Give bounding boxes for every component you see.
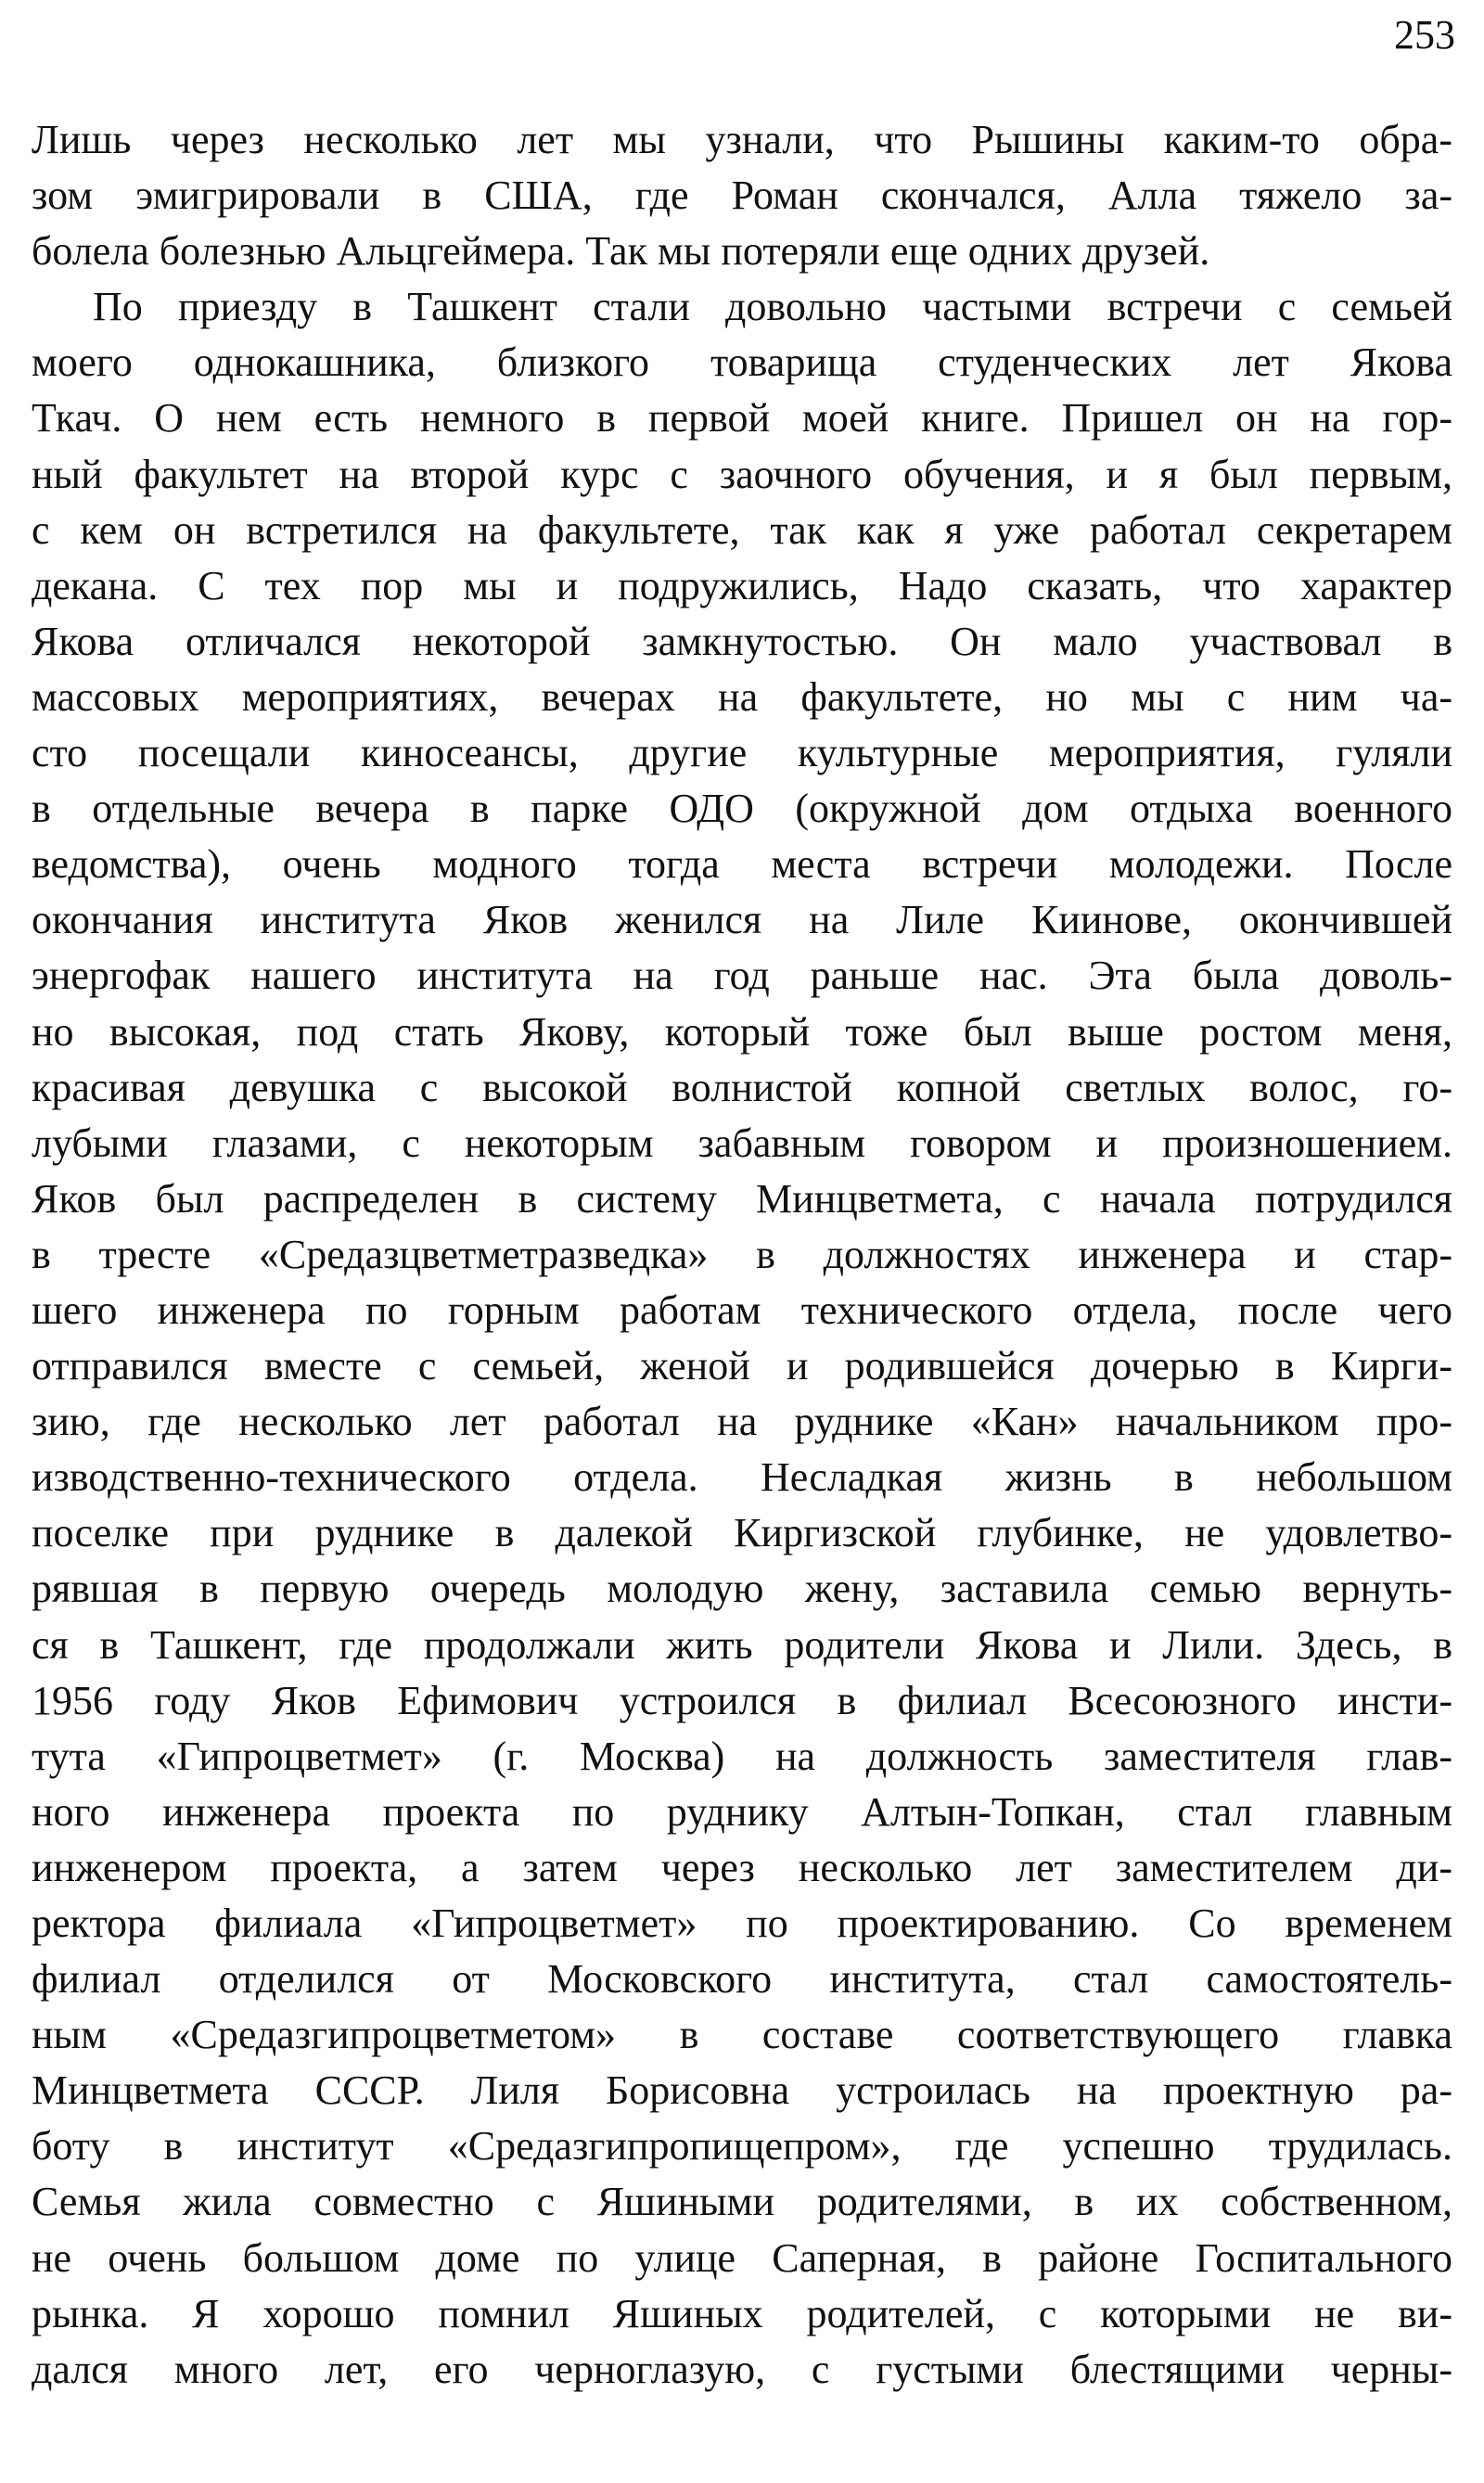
text-line: По приезду в Ташкент стали довольно частыми встречи с семьей <box>93 284 1452 330</box>
text-line: боту в институт «Средазгипропищепром», где успешно трудилась. <box>32 2123 1452 2169</box>
text-line: изводственно-технического отдела. Несладкая жизнь в небольшом <box>32 1454 1452 1501</box>
text-line: ным «Средазгипроцветметом» в составе соответствующего главка <box>32 2012 1452 2058</box>
text-line: красивая девушка с высокой волнистой копной светлых волос, го- <box>32 1064 1452 1110</box>
text-line: Якова отличался некоторой замкнутостью. Он мало участвовал в <box>32 618 1452 664</box>
text-line: рынка. Я хорошо помнил Яшиных родителей, с которыми не ви- <box>32 2290 1452 2336</box>
text-line: сто посещали киносеансы, другие культурные мероприятия, гуляли <box>32 730 1452 776</box>
text-line: но высокая, под стать Якову, который тоже был выше ростом меня, <box>32 1008 1452 1055</box>
text-line: тута «Гипроцветмет» (г. Москва) на должность заместителя глав- <box>32 1733 1452 1779</box>
text-line: инженером проекта, а затем через несколько лет заместителем ди- <box>32 1844 1452 1890</box>
text-line: рявшая в первую очередь молодую жену, заставила семью вернуть- <box>32 1566 1452 1612</box>
text-line: дался много лет, его черноглазую, с густыми блестящими черны- <box>32 2346 1452 2392</box>
text-line: ректора филиала «Гипроцветмет» по проектированию. Со временем <box>32 1901 1452 1946</box>
text-line: филиал отделился от Московского института, стал самостоятель- <box>32 1956 1452 2003</box>
text-line: Семья жила совместно с Яшиными родителями, в их собственном, <box>32 2179 1452 2225</box>
text-line: ный факультет на второй курс с заочного обучения, и я был первым, <box>32 451 1452 497</box>
body-text <box>32 112 1452 2398</box>
text-line: в тресте «Средазцветметразведка» в должностях инженера и стар- <box>32 1231 1452 1277</box>
text-line: шего инженера по горным работам технического отдела, после чего <box>32 1286 1452 1333</box>
text-line: не очень большом доме по улице Саперная, в районе Госпитального <box>32 2234 1452 2281</box>
text-line: болела болезнью Альцгеймера. Так мы потеряли еще одних друзей. <box>32 228 1210 275</box>
text-line: Ткач. О нем есть немного в первой моей книге. Пришел он на гор- <box>32 395 1452 442</box>
text-line: в отдельные вечера в парке ОДО (окружной дом отдыха военного <box>32 786 1452 832</box>
text-line: окончания института Яков женился на Лиле Киинове, окончившей <box>32 897 1452 943</box>
text-line: с кем он встретился на факультете, так как я уже работал секретарем <box>32 506 1452 553</box>
text-line: ного инженера проекта по руднику Алтын-Топкан, стал главным <box>32 1788 1452 1835</box>
page-number: 253 <box>1394 12 1455 58</box>
text-line: лубыми глазами, с некоторым забавным говором и произношением. <box>32 1120 1452 1166</box>
text-line: массовых мероприятиях, вечерах на факультете, но мы с ним ча- <box>32 673 1452 720</box>
text-line: поселке при руднике в далекой Киргизской глубинке, не удовлетво- <box>32 1510 1452 1556</box>
text-line: Яков был распределен в систему Минцветмета, с начала потрудился <box>32 1175 1452 1222</box>
text-line: Лишь через несколько лет мы узнали, что Рышины каким-то обра- <box>32 117 1452 162</box>
text-line: моего однокашника, близкого товарища студенческих лет Якова <box>32 339 1452 386</box>
text-line: 1956 году Яков Ефимович устроился в филиал Всесоюзного инсти- <box>32 1677 1452 1723</box>
text-line: энергофак нашего института на год раньше нас. Эта была доволь- <box>32 953 1452 999</box>
text-line: Минцветмета СССР. Лиля Борисовна устроилась на проектную ра- <box>32 2067 1452 2114</box>
text-line: ведомства), очень модного тогда места встречи молодежи. После <box>32 841 1452 888</box>
text-line: зом эмигрировали в США, где Роман скончался, Алла тяжело за- <box>32 173 1452 219</box>
text-line: ся в Ташкент, где продолжали жить родители Якова и Лили. Здесь, в <box>32 1621 1452 1668</box>
text-line: отправился вместе с семьей, женой и родившейся дочерью в Кирги- <box>32 1343 1452 1389</box>
text-line: декана. С тех пор мы и подружились, Надо сказать, что характер <box>32 562 1452 608</box>
text-line: зию, где несколько лет работал на руднике «Кан» начальником про- <box>32 1399 1452 1445</box>
